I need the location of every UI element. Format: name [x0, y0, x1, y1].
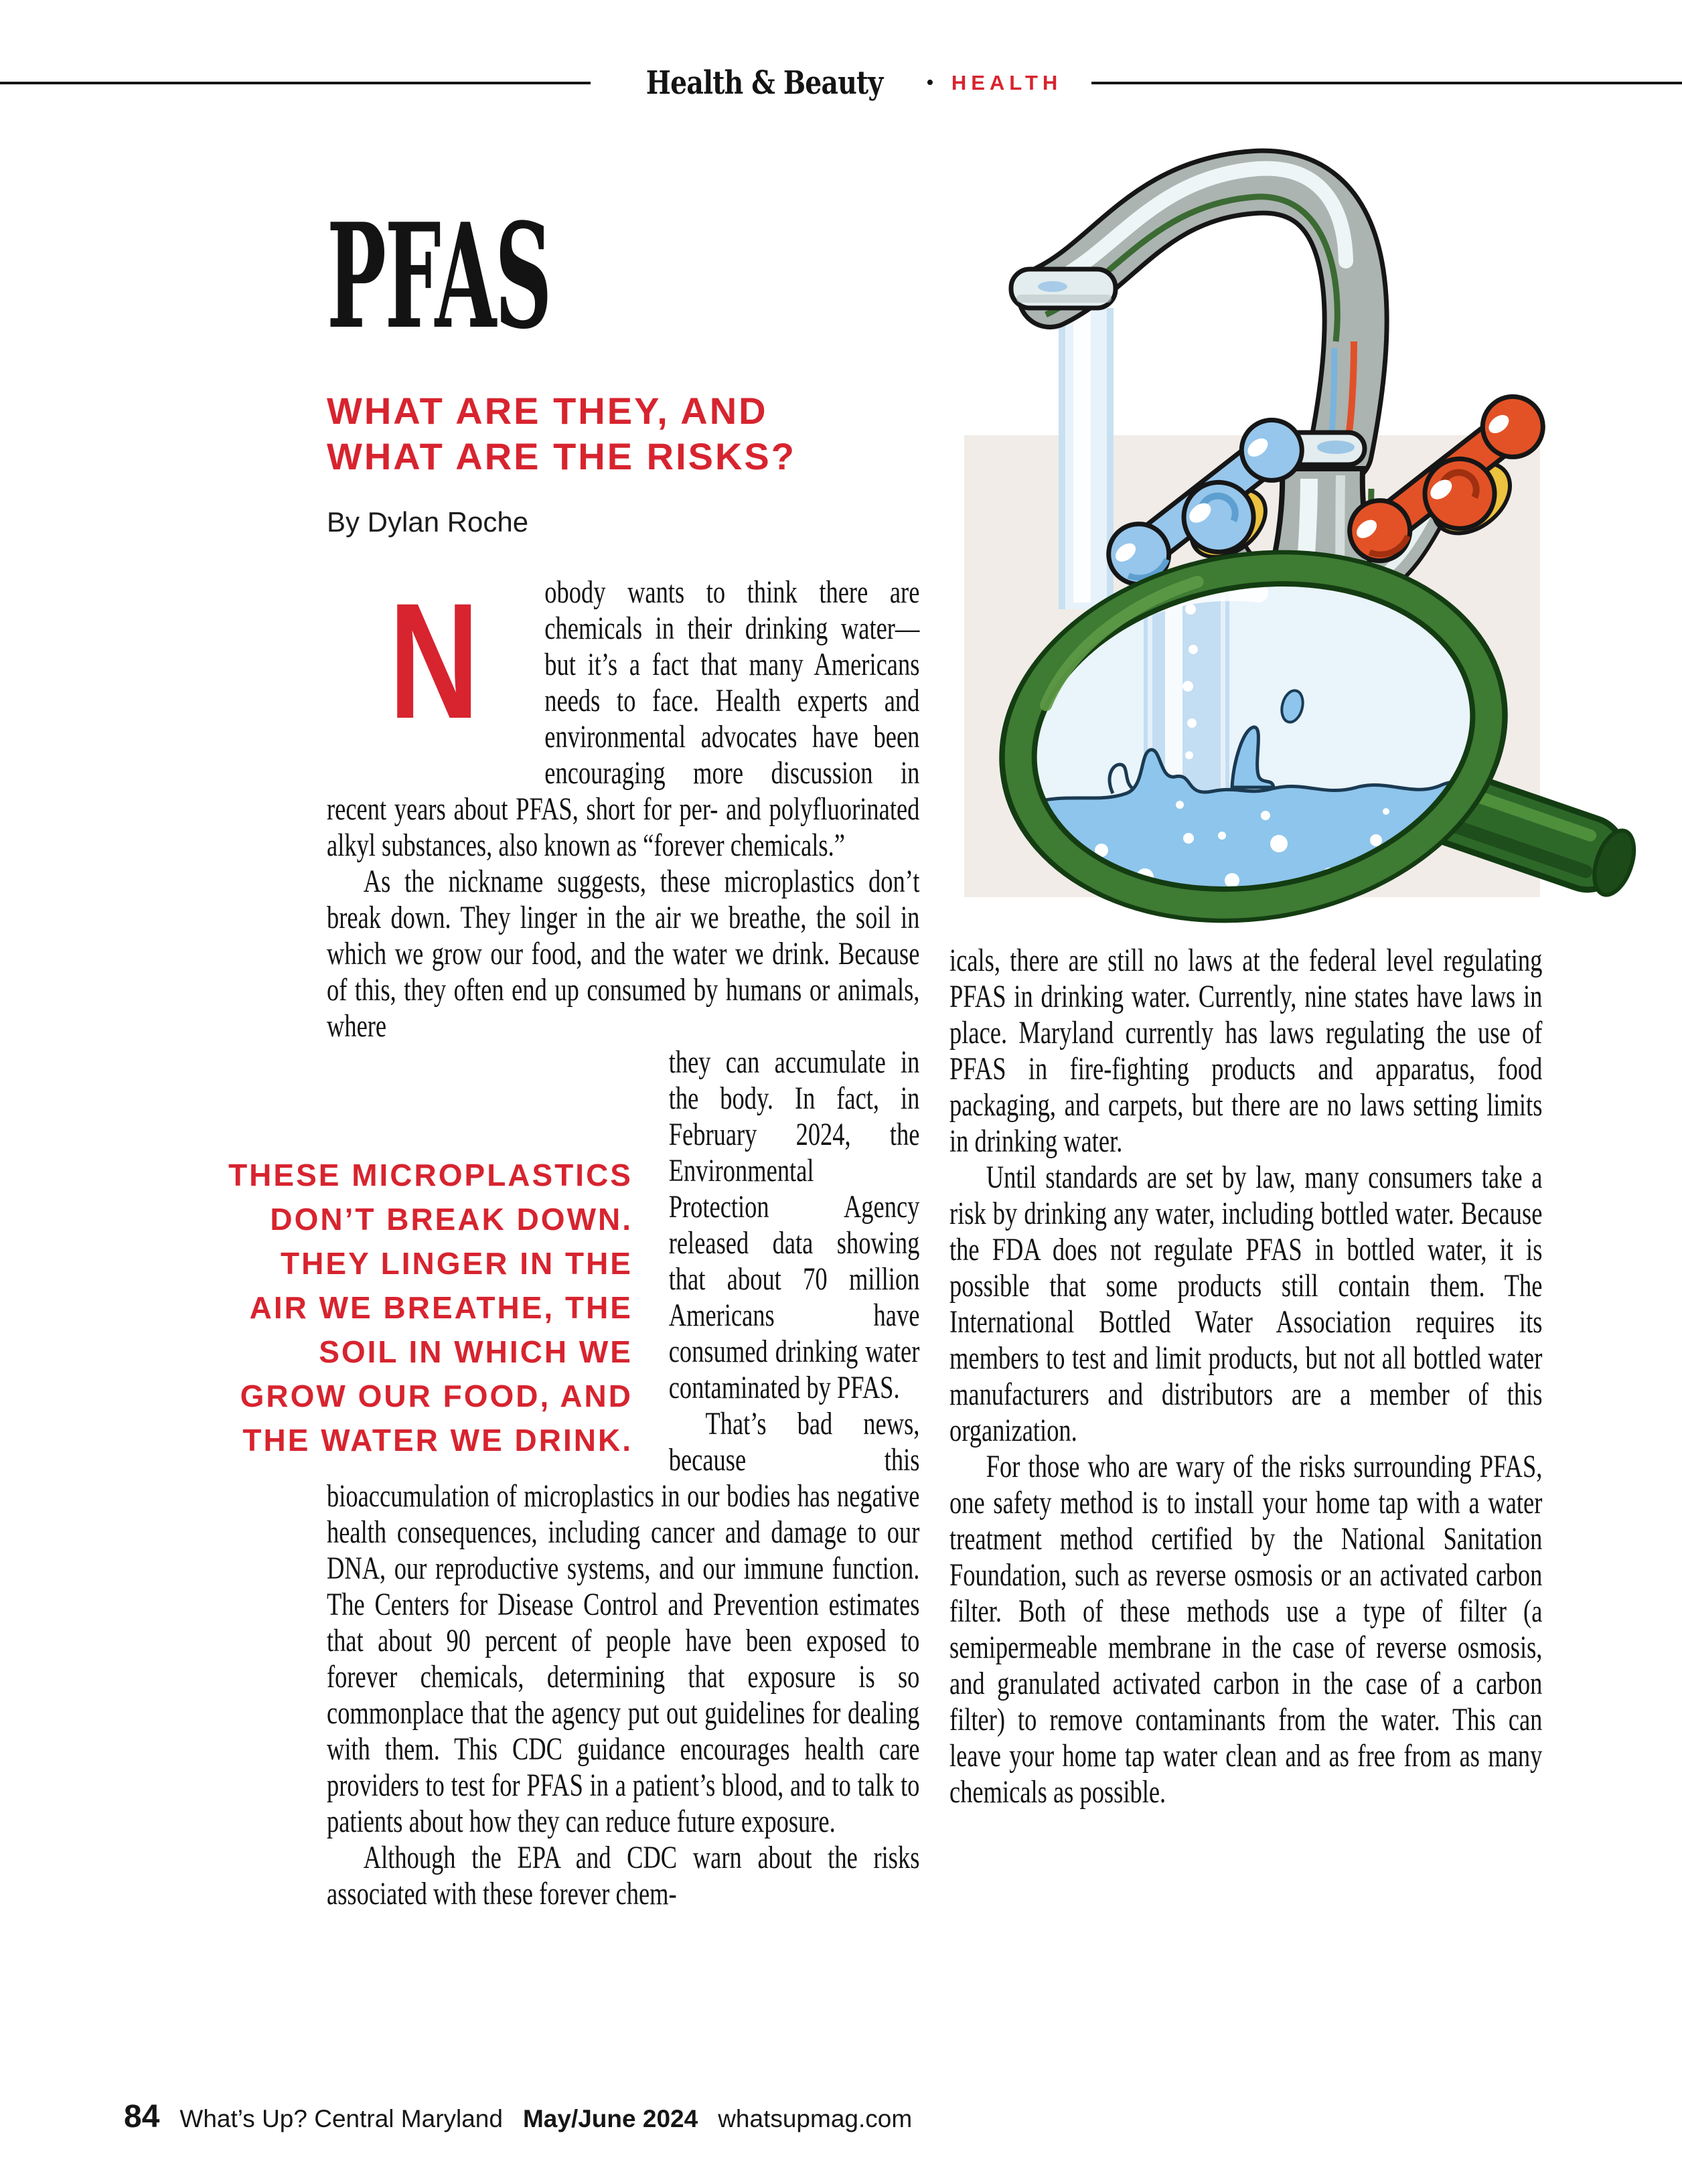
pull-quote-line: THE WATER WE DRINK. [242, 1423, 633, 1458]
article-subtitle [327, 388, 929, 479]
page-number: 84 [124, 2099, 160, 2134]
article-title: PFAS [327, 191, 551, 361]
faucet-magnifier-illustration [944, 141, 1681, 944]
paragraph: For those who are wary of the risks surrounding PFAS, one safety method is to install your home tap with a water treatment method certified by the National Sanitation Foundation, such as reverse osmosis or an activated carbon filter. Both of these methods use a type of filter (a semipermeable membrane in the case of reverse osmosis, and granulated activated carbon in the case of a carbon filter) to remove contaminants from the water. This can leave your home tap water clean and as free from as many chemicals as possible. [949, 1449, 1543, 1810]
paragraph: As the nickname suggests, these microplastics don’t break down. They linger in the air we breathe, the soil in which we grow our food, and the water we drink. Because of this, they often end up consumed by humans or animals, where [327, 864, 920, 1044]
article-column-left [327, 569, 920, 1912]
water-stream [1059, 308, 1114, 609]
separator-dot: • [925, 70, 934, 95]
pull-quote-line: GROW OUR FOOD, AND [240, 1379, 633, 1413]
byline: By Dylan Roche [327, 506, 529, 538]
page-header [0, 64, 1682, 102]
right-column-text [949, 943, 1542, 1810]
pull-quote-line: THEY LINGER IN THE [281, 1246, 633, 1281]
section-name: Health & Beauty [645, 64, 883, 102]
magazine-name: What’s Up? Central Maryland [179, 2105, 503, 2132]
paragraph: Until standards are set by law, many consumers take a risk by drinking any water, including bottled water. Because the FDA does not regulate PFAS in bottled water, it is possible that some products still contain them. The International Bottled Water Association requires its members to test and limit products, but not all bottled water manufacturers and distributors are a member of this organization. [949, 1160, 1543, 1448]
paragraph: That’s bad news, because this bioaccumulation of microplastics in our bodies has negative health consequences, including cancer and damage to our DNA, our reproductive systems, and our immune function. The Centers for Disease Control and Prevention estimates that about 90 percent of people have been exposed to forever chemicals, determining that exposure is so commonplace that the agency put out guidelines for dealing with them. This CDC guidance encourages health care providers to test for PFAS in a patient’s blood, and to talk to patients about how they can reduce future exposure. [327, 1406, 920, 1839]
paragraph-text: they can accumulate in the body. In fact, in February 2024, the Environmental Protection Agency released data showing that about 70 million Americans have consumed drinking water contaminated by PFAS. [668, 1044, 920, 1405]
pull-quote-spacer [327, 1044, 669, 1454]
dropcap-letter: N [388, 569, 479, 753]
pull-quote-line: THESE MICROPLASTICS [228, 1158, 633, 1192]
paragraph [327, 1044, 919, 1406]
left-column-text [327, 569, 920, 1912]
subtitle-line: WHAT ARE THE RISKS? [327, 435, 796, 477]
title-block [327, 191, 929, 538]
header-text [620, 64, 1063, 102]
page-footer [124, 2098, 912, 2135]
spout-collar [1011, 269, 1116, 308]
paragraph: Although the EPA and CDC warn about the risks associated with these forever chem- [327, 1840, 920, 1912]
dropcap-box [388, 569, 491, 758]
pull-quote-line: SOIL IN WHICH WE [319, 1334, 633, 1369]
header-rule-right [1091, 82, 1682, 84]
website-url: whatsupmag.com [718, 2105, 913, 2132]
header-rule-left [0, 82, 591, 84]
article-column-right [949, 943, 1547, 1810]
pull-quote-line: AIR WE BREATHE, THE [249, 1290, 633, 1325]
paragraph-text: obody wants to think there are chemicals in their drinking water—but it’s a fact that many Americans needs to face. Health experts and environmental advocates have been encouraging more discussion in recent years about PFAS, short for per- and polyfluorinated alkyl substances, also known as “forever chemicals.” [327, 574, 920, 863]
category-label: HEALTH [951, 71, 1063, 94]
faucet-illustration-svg [944, 141, 1681, 944]
paragraph: icals, there are still no laws at the federal level regulating PFAS in drinking water. Currently, nine states have laws in place. Maryland currently has laws regulating the use of PFAS in fire-fighting products and apparatus, food packaging, and carpets, but there are no laws setting limits in drinking water. [949, 943, 1543, 1159]
issue-date: May/June 2024 [522, 2105, 698, 2132]
subtitle-line: WHAT ARE THEY, AND [327, 390, 768, 432]
paragraph [327, 569, 920, 864]
pull-quote-line: DON’T BREAK DOWN. [270, 1202, 633, 1237]
